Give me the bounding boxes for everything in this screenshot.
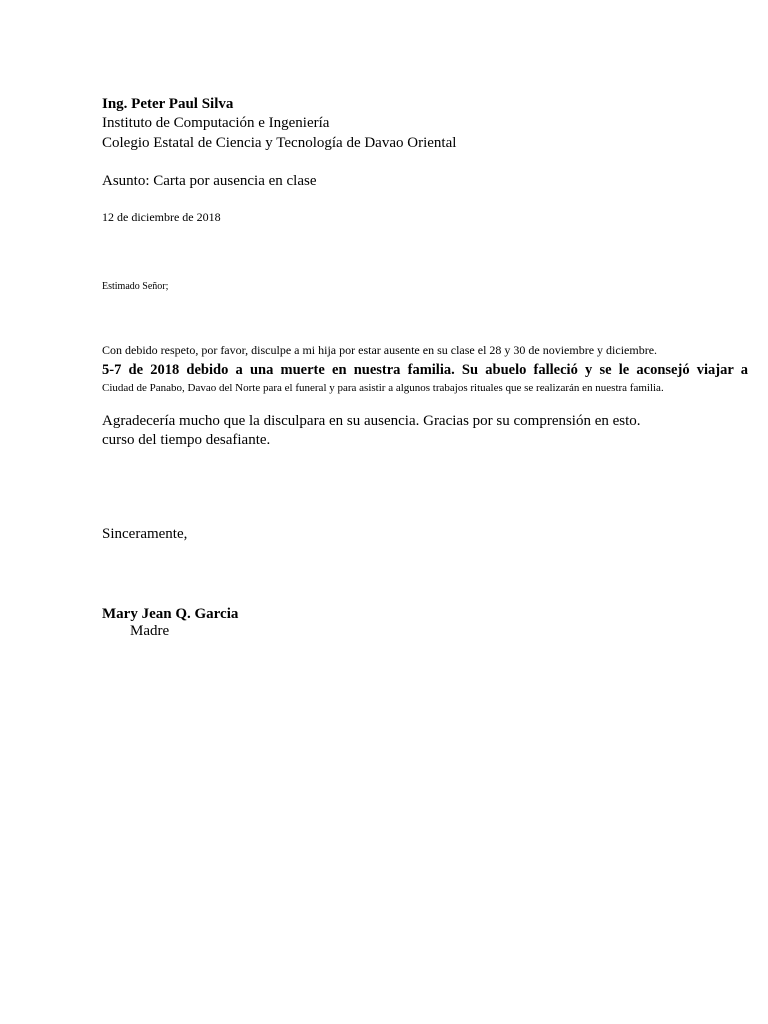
recipient-department: Instituto de Computación e Ingeniería bbox=[102, 115, 330, 131]
closing: Sinceramente, bbox=[102, 526, 188, 542]
letter-date: 12 de diciembre de 2018 bbox=[102, 210, 221, 224]
body-line-1: Con debido respeto, por favor, disculpe a mi hija por estar ausente en su clase el 28 y 30 de noviembre y diciembre. bbox=[102, 343, 658, 357]
recipient-name: Ing. Peter Paul Silva bbox=[102, 96, 234, 112]
body-line-2: 5-7 de 2018 debido a una muerte en nuestra familia. Su abuelo falleció y se le aconsejó viajar a bbox=[102, 362, 748, 378]
signature-role: Madre bbox=[130, 623, 170, 639]
salutation: Estimado Señor; bbox=[102, 281, 169, 292]
body-line-3: Ciudad de Panabo, Davao del Norte para el funeral y para asistir a algunos trabajos rituales que se realizarán en nuestra familia. bbox=[102, 382, 664, 394]
signature-name: Mary Jean Q. Garcia bbox=[102, 606, 239, 622]
body-line-4: Agradecería mucho que la disculpara en su ausencia. Gracias por su comprensión en esto. bbox=[102, 413, 641, 429]
recipient-institution: Colegio Estatal de Ciencia y Tecnología de Davao Oriental bbox=[102, 135, 457, 151]
body-line-5: curso del tiempo desafiante. bbox=[102, 432, 271, 448]
subject-line: Asunto: Carta por ausencia en clase bbox=[102, 173, 317, 189]
